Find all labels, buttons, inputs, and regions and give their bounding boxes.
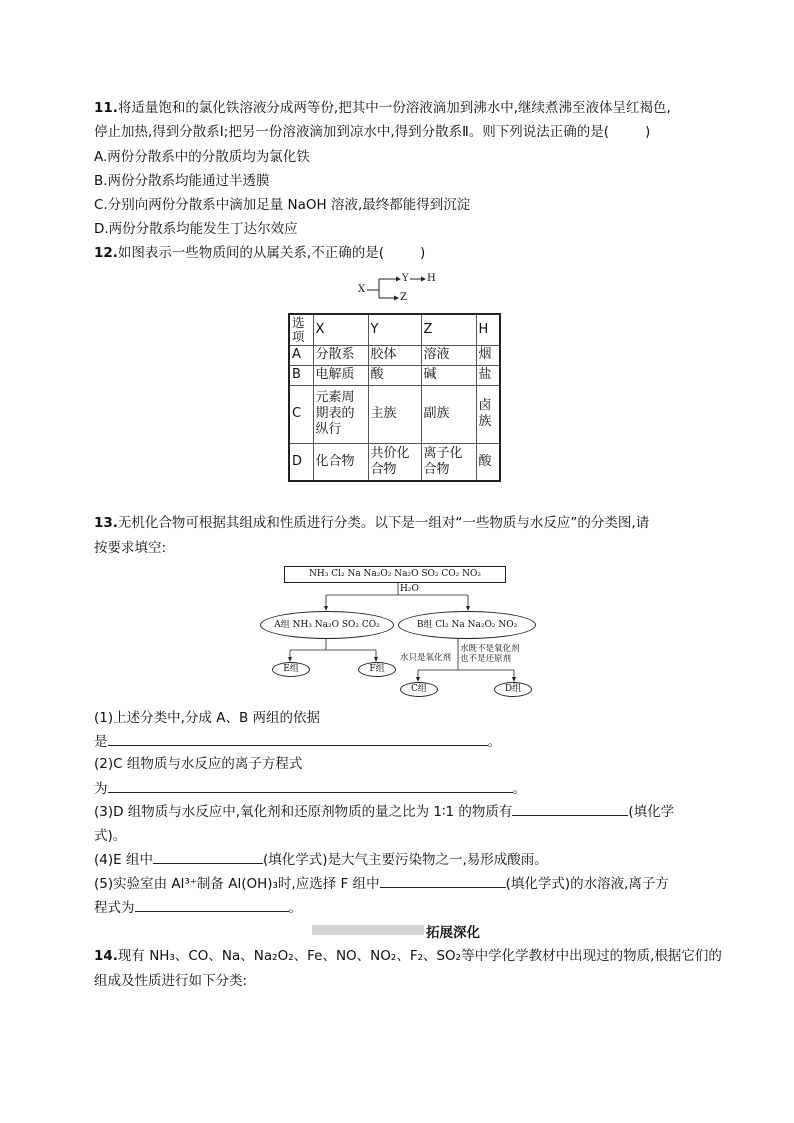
q13-stem-line2: 按要求填空: xyxy=(94,540,167,556)
q13-sub2-line2 xyxy=(94,780,526,798)
answer-blank-6[interactable] xyxy=(135,899,289,912)
answer-blank-4[interactable] xyxy=(153,851,263,864)
q13-sub5-b: (填化学式)的水溶液,离子方 xyxy=(505,876,669,892)
q13-sub4-line xyxy=(94,851,548,869)
table-cell: 化合物 xyxy=(313,443,368,481)
hier-z: Z xyxy=(400,292,407,303)
hierarchy-diagram xyxy=(355,270,445,306)
answer-blank-2[interactable] xyxy=(108,780,513,793)
options-table xyxy=(288,313,501,482)
table-cell: 电解质 xyxy=(313,365,368,385)
table-cell: 烟 xyxy=(476,345,500,365)
q12-stem: 如图表示一些物质间的从属关系,不正确的是( xyxy=(117,245,384,261)
neither-label-line2: 也不是还原剂 xyxy=(460,654,512,664)
substances-box: NH₃ Cl₂ Na Na₂O₂ Na₂O SO₂ CO₂ NO₂ xyxy=(284,566,506,583)
group-e-ellipse: E组 xyxy=(272,662,310,677)
q11-line1 xyxy=(94,99,671,117)
table-cell: A xyxy=(289,345,313,365)
q13-line1 xyxy=(94,514,649,532)
answer-blank-1[interactable] xyxy=(108,733,488,746)
table-header-row xyxy=(289,314,500,345)
q13-stem-line1: 无机化合物可根据其组成和性质进行分类。以下是一组对“一些物质与水反应”的分类图,请 xyxy=(117,515,650,531)
group-a-ellipse: A组 NH₃ Na₂O SO₂ CO₂ xyxy=(260,611,394,639)
group-c-ellipse: C组 xyxy=(400,682,438,697)
table-cell: 胶体 xyxy=(368,345,421,365)
q14-stem-line2: 组成及性质进行如下分类: xyxy=(94,973,248,989)
q13-sub4-a: (4)E 组中 xyxy=(94,852,153,868)
q13-sub1-line2 xyxy=(94,733,501,751)
table-cell: 分散系 xyxy=(313,345,368,365)
q13-sub5-a: (5)实验室由 Al³⁺制备 Al(OH)₃时,应选择 F 组中 xyxy=(94,876,380,892)
table-cell: 酸 xyxy=(368,365,421,385)
table-cell: 副族 xyxy=(421,385,476,443)
table-cell: 元素周期表的纵行 xyxy=(313,385,368,443)
table-cell: 离子化合物 xyxy=(421,443,476,481)
q12-line xyxy=(94,244,425,262)
hier-x: X xyxy=(358,284,366,295)
table-cell: C xyxy=(289,385,313,443)
q13-sub3-a: (3)D 组物质与水反应中,氧化剂和还原剂物质的量之比为 1∶1 的物质有 xyxy=(94,804,513,820)
table-cell: 溶液 xyxy=(421,345,476,365)
table-row xyxy=(289,365,500,385)
q13-sub1-suffix: 。 xyxy=(487,734,501,750)
q11-option-c: C.分别向两份分散系中滴加足量 NaOH 溶液,最终都能得到沉淀 xyxy=(94,197,471,213)
group-f-ellipse: F组 xyxy=(358,662,396,677)
q11-paren-close: ) xyxy=(645,124,651,140)
q11-line2 xyxy=(94,123,650,141)
q13-sub2-suffix: 。 xyxy=(512,781,526,797)
q13-sub5-line2 xyxy=(94,899,302,917)
classification-diagram xyxy=(258,562,538,702)
oxidant-label: 水只是氧化剂 xyxy=(400,653,452,663)
q13-sub5-line1 xyxy=(94,875,669,893)
q13-sub2-line1: (2)C 组物质与水反应的离子方程式 xyxy=(94,756,303,772)
answer-blank-3[interactable] xyxy=(512,803,628,816)
table-cell: 主族 xyxy=(368,385,421,443)
q13-number: 13. xyxy=(94,515,118,531)
q13-sub3-line1 xyxy=(94,803,674,821)
section-title: 拓展深化 xyxy=(426,925,480,941)
section-divider-bar xyxy=(312,925,424,935)
q13-sub4-b: (填化学式)是大气主要污染物之一,易形成酸雨。 xyxy=(262,852,548,868)
q11-option-b: B.两份分散系均能通过半透膜 xyxy=(94,173,270,189)
table-cell: 共价化合物 xyxy=(368,443,421,481)
q14-number: 14. xyxy=(94,948,118,964)
q13-sub3-b: (填化学 xyxy=(628,804,675,820)
table-header-cell: 选项 xyxy=(289,314,313,345)
table-header-cell: H xyxy=(476,314,500,345)
q12-number: 12. xyxy=(94,245,118,261)
table-row xyxy=(289,443,500,481)
q14-line1 xyxy=(94,947,722,965)
q11-stem-line2: 停止加热,得到分散系Ⅰ;把另一份溶液滴加到凉水中,得到分散系Ⅱ。则下列说法正确的是( xyxy=(94,124,610,140)
q13-sub3-c: 式)。 xyxy=(94,828,127,844)
table-cell: 酸 xyxy=(476,443,500,481)
neither-label-line1: 水既不是氧化剂 xyxy=(460,644,520,654)
table-row xyxy=(289,385,500,443)
table-cell: 碱 xyxy=(421,365,476,385)
group-b-ellipse: B组 Cl₂ Na Na₂O₂ NO₂ xyxy=(398,611,536,639)
table-header-cell: X xyxy=(313,314,368,345)
hier-y: Y xyxy=(402,273,409,284)
q13-sub1-line1: (1)上述分类中,分成 A、B 两组的依据 xyxy=(94,710,320,726)
table-row xyxy=(289,345,500,365)
table-cell: 盐 xyxy=(476,365,500,385)
q12-paren-close: ) xyxy=(419,245,426,261)
answer-blank-5[interactable] xyxy=(380,875,506,888)
q11-option-a: A.两份分散系中的分散质均为氯化铁 xyxy=(94,149,310,165)
table-cell: D xyxy=(289,443,313,481)
h2o-label: H₂O xyxy=(400,584,419,594)
q14-stem-line1: 现有 NH₃、CO、Na、Na₂O₂、Fe、NO、NO₂、F₂、SO₂等中学化学教材中出现过的物质,根据它们的 xyxy=(117,948,722,964)
neither-label xyxy=(460,644,520,664)
q13-sub1-prefix: 是 xyxy=(94,734,108,750)
table-header-cell: Y xyxy=(368,314,421,345)
q13-sub5-c: 程式为 xyxy=(94,900,135,916)
table-cell: B xyxy=(289,365,313,385)
q11-stem-line1: 将适量饱和的氯化铁溶液分成两等份,把其中一份溶液滴加到沸水中,继续煮沸至液体呈红褐色, xyxy=(117,100,671,116)
hier-h: H xyxy=(427,273,436,284)
table-cell: 卤族 xyxy=(476,385,500,443)
q11-number: 11. xyxy=(94,100,118,116)
q11-option-d: D.两份分散系均能发生丁达尔效应 xyxy=(94,221,298,237)
q13-sub2-prefix: 为 xyxy=(94,781,108,797)
table-header-cell: Z xyxy=(421,314,476,345)
group-d-ellipse: D组 xyxy=(494,682,532,697)
q13-sub5-d: 。 xyxy=(288,900,302,916)
